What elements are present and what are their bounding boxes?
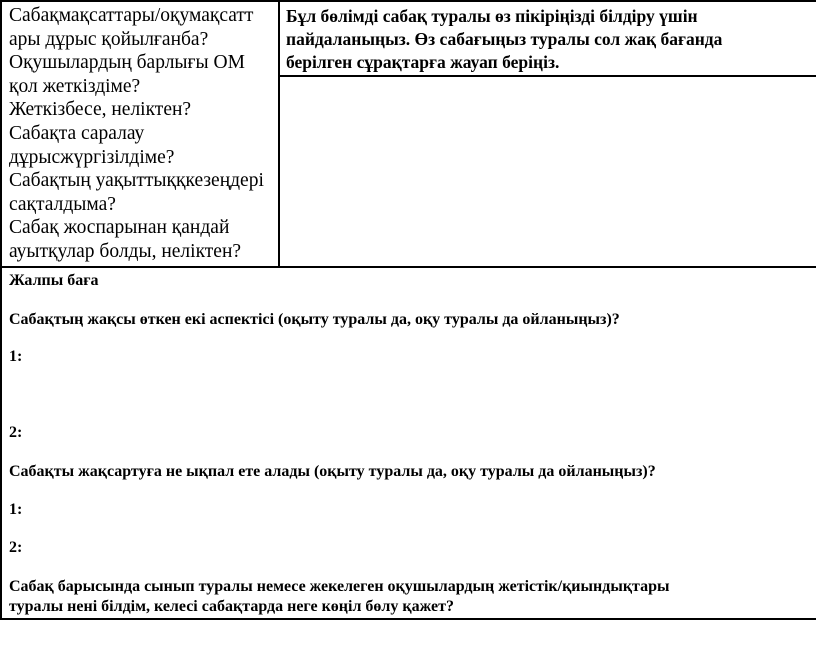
overall-title: Жалпы баға <box>9 272 99 289</box>
left-question-line: сақталдыма? <box>9 193 116 215</box>
good-aspect-item-2: 2: <box>9 424 23 441</box>
table-row-divider <box>0 266 816 268</box>
table-border-bottom <box>0 618 816 620</box>
table-border-top <box>0 0 816 2</box>
left-question-line: Сабақ жоспарынан қандай <box>9 217 230 239</box>
question-improvement: Сабақты жақсартуға не ықпал ете алады (оқыту туралы да, оқу туралы да ойланыңыз)? <box>9 463 656 480</box>
left-question-line: Сабақта саралау <box>9 122 145 144</box>
left-question-line: Сабақтың уақыттыққкезеңдері <box>9 170 264 192</box>
question-learned-line: Сабақ барысында сынып туралы немесе жекелеген оқушылардың жетістік/қиындықтары <box>9 578 670 595</box>
question-good-aspects: Сабақтың жақсы өткен екі аспектісі (оқыту туралы да, оқу туралы да ойланыңыз)? <box>9 311 620 328</box>
improvement-item-2: 2: <box>9 539 23 556</box>
left-question-line: ауытқулар болды, неліктен? <box>9 240 242 262</box>
improvement-item-1: 1: <box>9 501 23 518</box>
right-heading-line: берілген сұрақтарға жауап беріңіз. <box>286 52 560 72</box>
left-question-line: Оқушылардың барлығы ОМ <box>9 52 245 74</box>
good-aspect-item-1: 1: <box>9 348 23 365</box>
right-heading-line: Бұл бөлімді сабақ туралы өз пікіріңізді білдіру үшін <box>286 6 698 26</box>
table-border-left <box>0 0 2 620</box>
left-questions-cell <box>9 4 264 264</box>
left-question-line: дұрысжүргізілдіме? <box>9 146 175 168</box>
left-question-line: ары дұрыс қойылғанба? <box>9 28 209 50</box>
right-heading-cell <box>286 5 722 74</box>
left-question-line: Жеткізбесе, неліктен? <box>9 99 192 121</box>
question-learned-line: туралы нені білдім, келесі сабақтарда неге көңіл бөлу қажет? <box>9 598 454 615</box>
answer-cell[interactable] <box>280 77 816 266</box>
left-question-line: қол жеткіздіме? <box>9 75 141 97</box>
left-question-line: Сабақмақсаттары/оқумақсатт <box>9 5 254 26</box>
right-heading-line: пайдаланыңыз. Өз сабағыңыз туралы сол жақ бағанда <box>286 29 723 49</box>
